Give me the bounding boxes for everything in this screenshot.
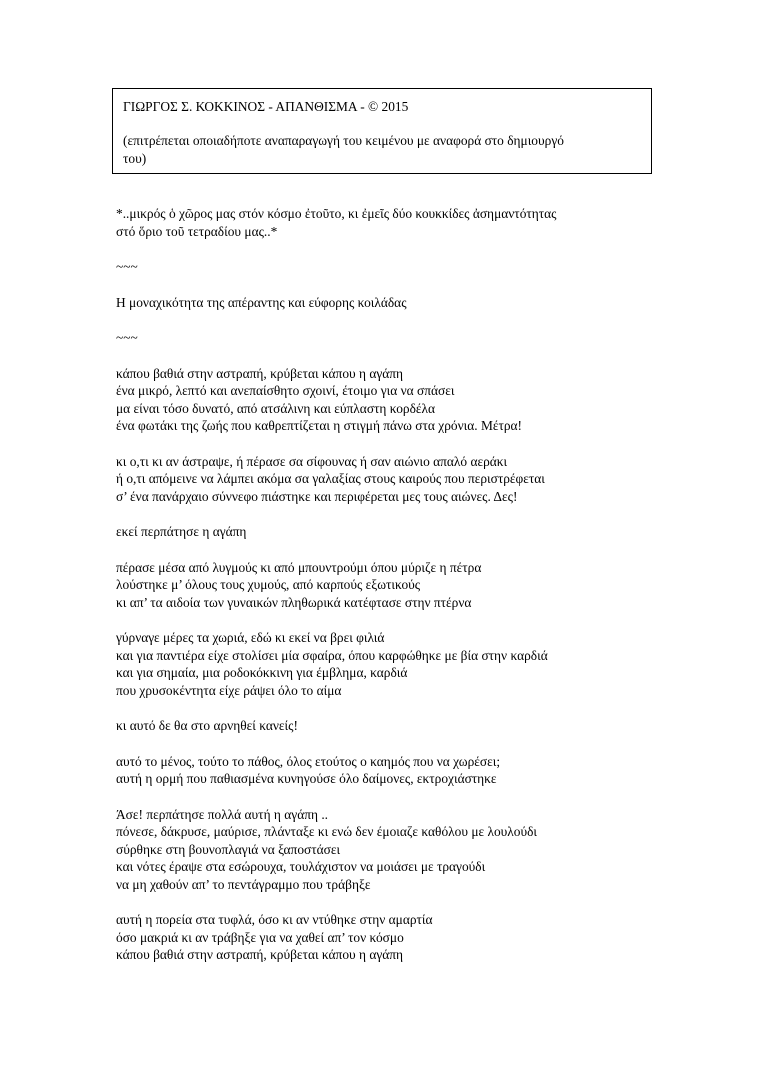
stanza: [116, 806, 676, 894]
stanza: [116, 365, 676, 435]
header-note-line1: (επιτρέπεται οποιαδήποτε αναπαραγωγή του κειμένου με αναφορά στο δημιουργό: [123, 133, 564, 148]
header-note-line2: του): [123, 151, 147, 166]
poem-line: κι ο,τι κι αν άστραψε, ή πέρασε σα σίφουνας ή σαν αιώνιο απαλό αεράκι: [116, 453, 508, 469]
separator: ~~~: [116, 330, 138, 345]
poem-line: και για σημαία, μια ροδοκόκκινη για έμβλημα, καρδιά: [116, 665, 408, 680]
poem-line: πέρασε μέσα από λυγμούς κι από μπουντρούμι όπου μύριζε η πέτρα: [116, 559, 482, 575]
stanza: [116, 911, 676, 964]
poem-line: μα είναι τόσο δυνατό, από ατσάλινη και εύπλαστη κορδέλα: [116, 400, 436, 416]
header-title: ΓΙΩΡΓΟΣ Σ. ΚΟΚΚΙΝΟΣ - ΑΠΑΝΘΙΣΜΑ - © 2015: [123, 99, 409, 114]
copyright-header-box: [112, 88, 652, 174]
poem-line: Άσε! περπάτησε πολλά αυτή η αγάπη ..: [116, 806, 329, 822]
document-body: [116, 205, 676, 964]
poem-title: Η μοναχικότητα της απέραντης και εύφορης κοιλάδας: [116, 294, 407, 310]
poem-line: που χρυσοκέντητα είχε ράψει όλο το αίμα: [116, 682, 342, 698]
poem-line: σ’ ένα πανάρχαιο σύννεφο πιάστηκε και περιφέρεται μες τους αιώνες. Δες!: [116, 488, 518, 504]
poem-line: κάπου βαθιά στην αστραπή, κρύβεται κάπου η αγάπη: [116, 365, 404, 381]
stanza: [116, 629, 676, 699]
poem-line: ένα φωτάκι της ζωής που καθρεπτίζεται η στιγμή πάνω στα χρόνια. Μέτρα!: [116, 418, 523, 433]
stanza: [116, 523, 676, 541]
poem-line: και για παντιέρα είχε στολίσει μία σφαίρα, όπου καρφώθηκε με βία στην καρδιά: [116, 647, 548, 663]
poem-line: αυτό το μένος, τούτο το πάθος, όλος ετούτος ο καημός που να χωρέσει;: [116, 753, 501, 769]
poem-line: όσο μακριά κι αν τράβηξε για να χαθεί απ’ τον κόσμο: [116, 929, 404, 945]
stanza: [116, 717, 676, 735]
poem-line: εκεί περπάτησε η αγάπη: [116, 524, 247, 539]
poem-line: πόνεσε, δάκρυσε, μαύρισε, πλάνταξε κι ενώ δεν έμοιαζε καθόλου με λουλούδι: [116, 824, 538, 839]
stanza: [116, 559, 676, 612]
separator: ~~~: [116, 259, 138, 274]
poem-line: κάπου βαθιά στην αστραπή, κρύβεται κάπου η αγάπη: [116, 947, 404, 962]
epigraph-line: στό ὅριο τοῦ τετραδίου μας..*: [116, 223, 278, 239]
poem-line: και νότες έραψε στα εσώρουχα, τουλάχιστον να μοιάσει με τραγούδι: [116, 859, 486, 874]
stanza: [116, 753, 676, 788]
epigraph-line: *..μικρός ὁ χῶρος μας στόν κόσμο ἐτοῦτο, κι ἐμεῖς δύο κουκκίδες ἀσημαντότητας: [116, 206, 557, 221]
poem-line: αυτή η πορεία στα τυφλά, όσο κι αν ντύθηκε στην αμαρτία: [116, 912, 433, 927]
poem-line: ή ο,τι απόμεινε να λάμπει ακόμα σα γαλαξίας στους καιρούς που περιστρέφεται: [116, 471, 545, 486]
poem-line: αυτή η ορμή που παθιασμένα κυνηγούσε όλο δαίμονες, εκτροχιάστηκε: [116, 771, 497, 786]
stanza: [116, 453, 676, 506]
poem-line: λούστηκε μ’ όλους τους χυμούς, από καρπούς εξωτικούς: [116, 577, 421, 592]
poem-line: κι απ’ τα αιδοία των γυναικών πληθωρικά κατέφτασε στην πτέρνα: [116, 594, 472, 610]
poem-line: ένα μικρό, λεπτό και ανεπαίσθητο σχοινί, έτοιμο για να σπάσει: [116, 383, 455, 398]
poem-line: γύρναγε μέρες τα χωριά, εδώ κι εκεί να βρει φιλιά: [116, 630, 385, 645]
poem-line: κι αυτό δε θα στο αρνηθεί κανείς!: [116, 718, 298, 733]
poem-line: να μη χαθούν απ’ το πεντάγραμμο που τράβηξε: [116, 876, 371, 892]
poem-line: σύρθηκε στη βουνοπλαγιά να ξαποστάσει: [116, 841, 341, 857]
